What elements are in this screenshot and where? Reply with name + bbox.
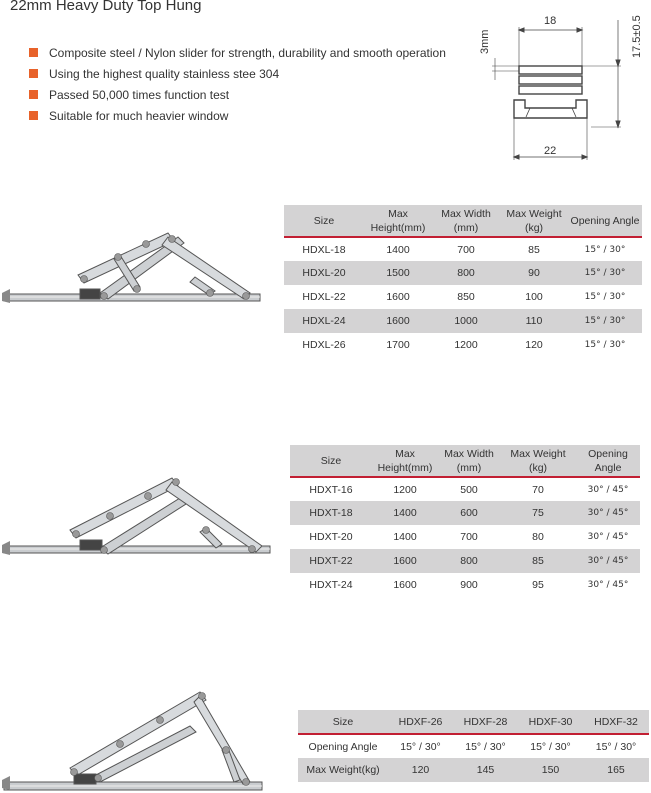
col-header: Opening Angle bbox=[568, 205, 642, 237]
square-bullet-icon bbox=[29, 111, 38, 120]
dim-height: 17.5±0.5 bbox=[631, 15, 643, 58]
square-bullet-icon bbox=[29, 69, 38, 78]
table-row: HDXL-26 1700 1200 120 15° / 30° bbox=[302, 339, 626, 351]
dim-width-top: 18 bbox=[544, 15, 557, 27]
col-header: Size bbox=[298, 710, 388, 734]
table-row: HDXT-24 1600 900 95 30° / 45° bbox=[309, 579, 629, 591]
dim-thickness: 3mm bbox=[479, 29, 491, 54]
table-row: Max Weight(kg) 120 145 150 165 bbox=[298, 758, 649, 782]
feature-list bbox=[29, 42, 446, 126]
col-header: HDXF-28 bbox=[453, 710, 518, 734]
col-header: HDXF-30 bbox=[518, 710, 583, 734]
col-header: HDXF-32 bbox=[583, 710, 649, 734]
hinge-hdxl-image bbox=[0, 225, 262, 315]
col-header: Max Weight (kg) bbox=[500, 445, 576, 477]
table-row: HDXT-22 1600 800 85 30° / 45° bbox=[290, 549, 640, 573]
hinge-hdxt-image bbox=[0, 470, 272, 565]
table-row: HDXL-22 1600 850 100 15° / 30° bbox=[302, 291, 626, 303]
hinge-hdxf-image bbox=[0, 688, 262, 793]
square-bullet-icon bbox=[29, 48, 38, 57]
col-header: Size bbox=[284, 205, 364, 237]
feature-item: Suitable for much heavier window bbox=[29, 105, 446, 126]
table-row: HDXL-20 1500 800 90 15° / 30° bbox=[284, 261, 642, 285]
table-row: HDXL-18 1400 700 85 15° / 30° bbox=[302, 243, 626, 256]
col-header: HDXF-26 bbox=[388, 710, 453, 734]
table-row: HDXT-20 1400 700 80 30° / 45° bbox=[309, 531, 629, 543]
table-row: HDXL-24 1600 1000 110 15° / 30° bbox=[284, 309, 642, 333]
feature-item: Using the highest quality stainless stee 304 bbox=[29, 63, 446, 84]
profile-section-diagram bbox=[470, 0, 651, 170]
table-row: Opening Angle 15° / 30° 15° / 30° 15° / 30° 15° / 30° bbox=[308, 740, 637, 753]
col-header: Size bbox=[290, 445, 372, 477]
col-header: Opening Angle bbox=[576, 445, 640, 477]
col-header: Max Weight (kg) bbox=[500, 205, 568, 237]
dim-width-bottom: 22 bbox=[544, 145, 557, 157]
feature-item: Composite steel / Nylon slider for strength, durability and smooth operation bbox=[29, 42, 446, 63]
spec-table-hdxl bbox=[284, 205, 642, 357]
col-header: Max Width (mm) bbox=[432, 205, 500, 237]
col-header: Max Height(mm) bbox=[364, 205, 432, 237]
col-header: Max Width (mm) bbox=[438, 445, 500, 477]
spec-table-hdxt bbox=[290, 445, 640, 597]
table-row: HDXT-18 1400 600 75 30° / 45° bbox=[290, 501, 640, 525]
square-bullet-icon bbox=[29, 90, 38, 99]
col-header: Max Height(mm) bbox=[372, 445, 438, 477]
page-title: 22mm Heavy Duty Top Hung bbox=[10, 0, 202, 14]
table-row: HDXT-16 1200 500 70 30° / 45° bbox=[309, 483, 629, 496]
feature-item: Passed 50,000 times function test bbox=[29, 84, 446, 105]
spec-table-hdxf bbox=[298, 710, 649, 782]
